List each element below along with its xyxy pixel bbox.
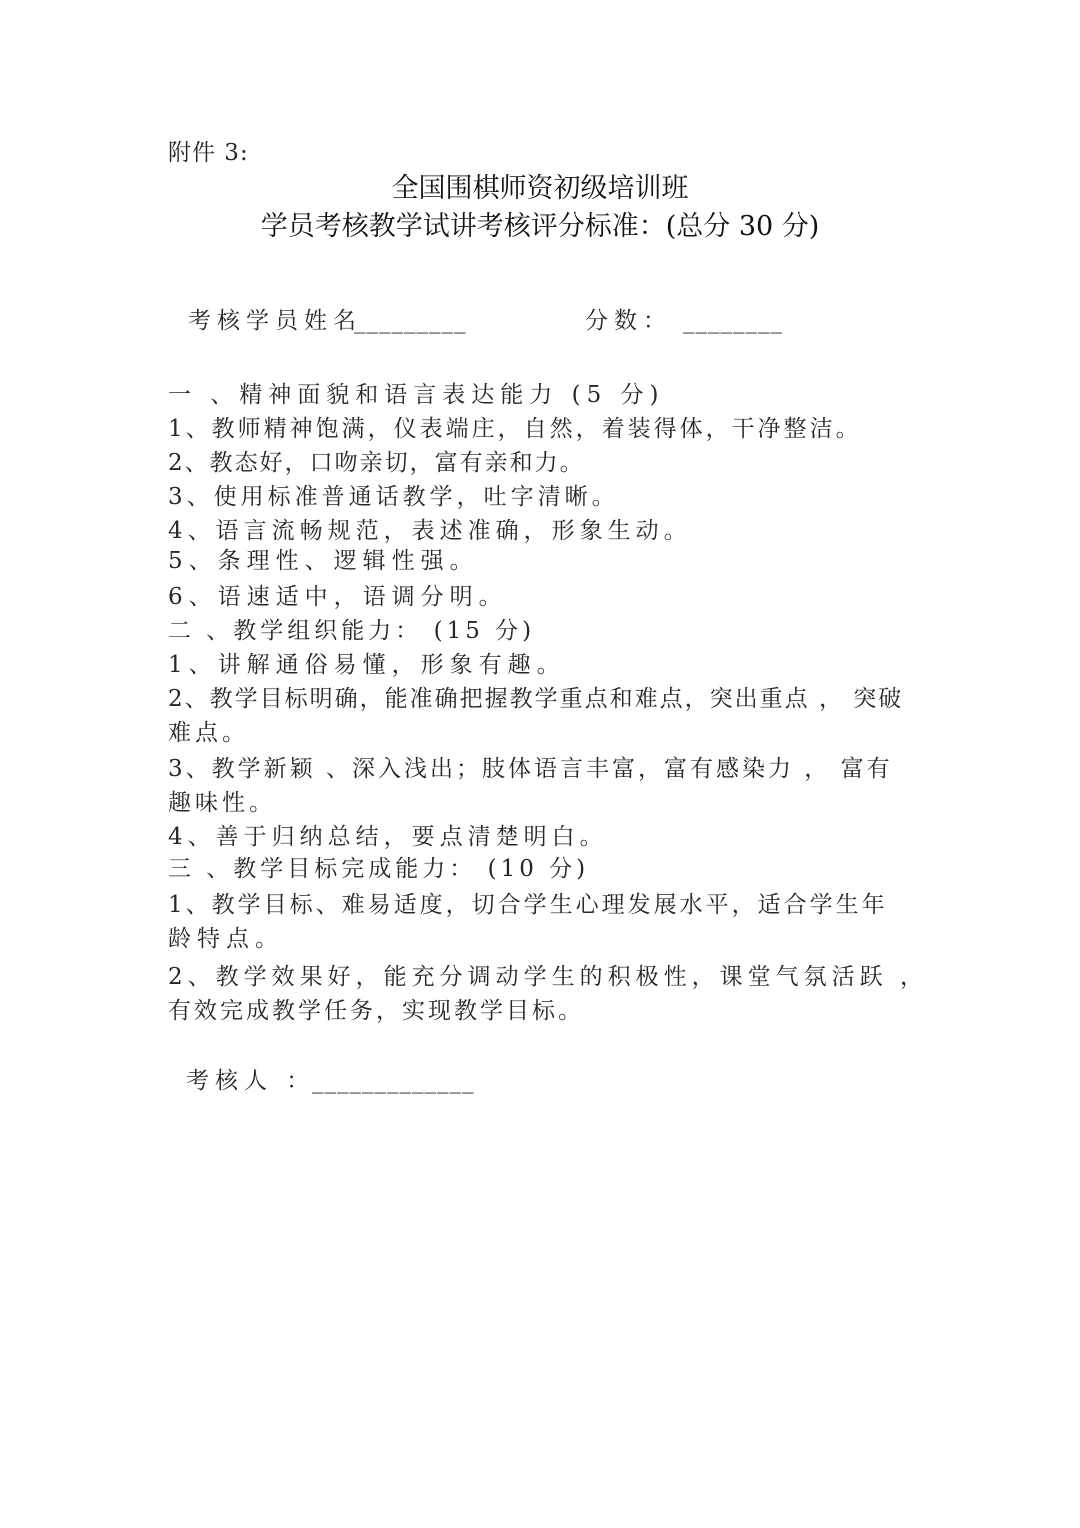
list-item: 4、语言流畅规范，表述准确，形象生动。 (168, 518, 692, 544)
list-item: 难点。 (168, 720, 249, 746)
document-subtitle: 学员考核教学试讲考核评分标准：(总分 30 分) (260, 211, 820, 242)
list-item: 3、使用标准普通话教学，吐字清晰。 (168, 484, 619, 510)
list-item: 2、教学目标明确，能准确把握教学重点和难点，突出重点 ， 突破 (168, 686, 904, 712)
candidate-name-blank: _________ (354, 308, 467, 334)
examiner-blank: _____________ (312, 1068, 475, 1094)
list-item: 4、善于归纳总结，要点清楚明白。 (168, 824, 608, 850)
list-item: 1、教师精神饱满，仪表端庄，自然，着装得体，干净整洁。 (168, 416, 862, 442)
candidate-name-label: 考核学员姓名 (188, 308, 362, 334)
list-item: 龄特点。 (168, 926, 284, 952)
list-item: 3、教学新颖 、深入浅出；肢体语言丰富，富有感染力 ， 富有 (168, 756, 893, 782)
list-item: 6、语速适中，语调分明。 (168, 584, 508, 610)
document-title: 全国围棋师资初级培训班 (391, 173, 689, 204)
section-heading: 一 、精神面貌和语言表达能力 (5 分) (168, 382, 665, 408)
list-item: 有效完成教学任务，实现教学目标。 (168, 998, 584, 1024)
list-item: 1、讲解通俗易懂，形象有趣。 (168, 652, 566, 678)
section-heading: 二 、教学组织能力： (15 分) (168, 618, 536, 644)
section-heading: 三 、教学目标完成能力： (10 分) (168, 856, 590, 882)
score-blank: ________ (683, 308, 783, 334)
list-item: 1、教学目标、难易适度，切合学生心理发展水平，适合学生年 (168, 892, 888, 918)
score-label: 分数： (585, 308, 672, 334)
list-item: 5、条理性、逻辑性强。 (168, 548, 479, 574)
examiner-label: 考核人 ： (186, 1068, 316, 1094)
list-item: 2、教态好，口吻亲切，富有亲和力。 (168, 450, 585, 476)
attachment-label: 附件 3: (168, 140, 249, 166)
list-item: 2、教学效果好，能充分调动学生的积极性，课堂气氛活跃 ， (168, 964, 928, 990)
list-item: 趣味性。 (168, 790, 276, 816)
